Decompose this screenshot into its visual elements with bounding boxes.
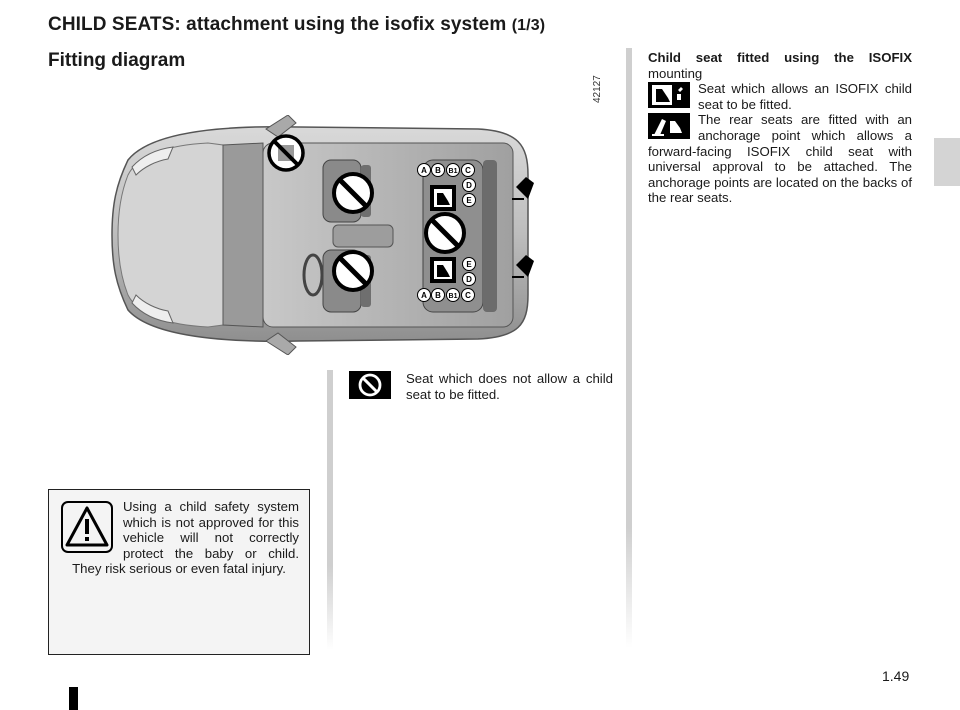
- svg-text:A: A: [421, 291, 427, 300]
- isofix-seat-icon-rear-right: [430, 185, 456, 211]
- fitting-diagram: [98, 115, 558, 355]
- not-allowed-legend: [349, 371, 613, 402]
- chapter-tab: [934, 138, 960, 186]
- isofix-heading-bold: Child seat fitted using the ISOFIX: [648, 50, 912, 65]
- figure-number: 42127: [592, 75, 603, 103]
- page-title: [48, 14, 545, 36]
- prohibited-sign-rear-centre: [426, 214, 464, 252]
- prohibited-icon: [349, 371, 391, 399]
- anchor-point-icon: [648, 113, 690, 139]
- isofix-seat-text: Seat which allows an ISOFIX child seat to be fitted.: [698, 81, 912, 112]
- svg-text:B1: B1: [448, 293, 458, 300]
- prohibited-sign-dashboard: [269, 136, 303, 170]
- title-text: CHILD SEATS: attachment using the isofix system: [48, 14, 507, 35]
- isofix-explanation: [648, 50, 912, 206]
- column-divider-right: [626, 48, 632, 648]
- section-subtitle: Fitting diagram: [48, 50, 186, 71]
- column-divider-middle: [327, 370, 333, 650]
- svg-text:B: B: [435, 166, 441, 175]
- prohibited-sign-front-passenger: [334, 174, 372, 212]
- isofix-seat-icon: [648, 82, 690, 108]
- not-allowed-text: Seat which does not allow a child seat to be fitted.: [406, 371, 613, 402]
- svg-text:D: D: [466, 181, 472, 190]
- warning-box: [48, 489, 310, 655]
- svg-text:C: C: [465, 291, 471, 300]
- svg-text:E: E: [466, 260, 472, 269]
- warning-triangle-icon: [61, 501, 113, 553]
- title-part: (1/3): [511, 17, 546, 34]
- isofix-seat-icon-rear-left: [430, 257, 456, 283]
- svg-text:A: A: [421, 166, 427, 175]
- svg-text:B: B: [435, 291, 441, 300]
- prohibited-sign-driver: [334, 252, 372, 290]
- isofix-heading-rest: mounting: [648, 65, 703, 81]
- anchor-paragraph: [648, 112, 912, 206]
- svg-text:B1: B1: [448, 168, 458, 175]
- corner-mark: [69, 687, 78, 710]
- isofix-heading: [648, 50, 912, 81]
- page-number: 1.49: [882, 668, 910, 684]
- isofix-seat-paragraph: [648, 81, 912, 112]
- svg-text:D: D: [466, 275, 472, 284]
- warning-text: Using a child safety system which is not approved for this vehicle will not correctly protect the baby or child. They risk serious or even fatal injury.: [72, 499, 299, 577]
- anchor-text: The rear seats are fitted with an anchorage point which allows a forward-facing ISOFIX child seat with universal approval to be attached. The anchorage points are located on the backs of the rear seats.: [648, 112, 912, 206]
- svg-text:E: E: [466, 196, 472, 205]
- svg-text:C: C: [465, 166, 471, 175]
- car-top-view-illustration: [98, 115, 558, 355]
